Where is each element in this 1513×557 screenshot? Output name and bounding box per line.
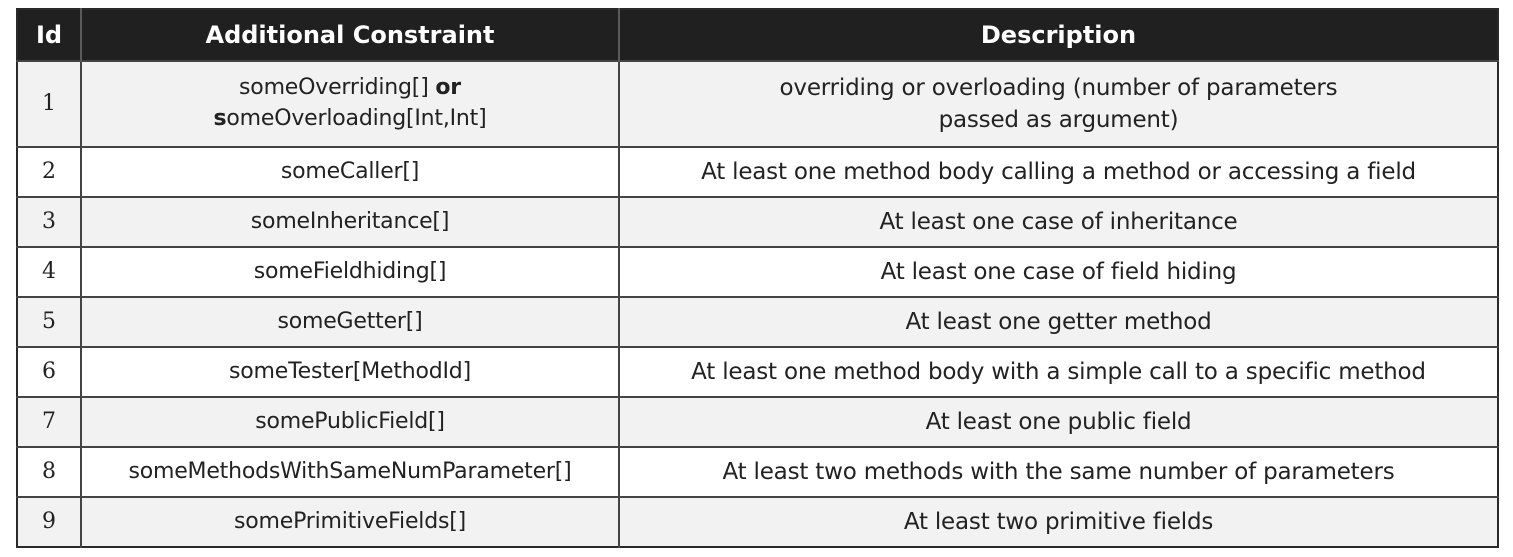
description-line2: passed as argument) [938,107,1179,133]
row-constraint: someInheritance[] [81,197,619,247]
constraint-or: or [435,75,461,101]
row-description: At least two primitive fields [619,497,1498,547]
row-description: At least one method body calling a method or accessing a field [619,147,1498,197]
row-id: 4 [17,247,81,297]
description-line1: overriding or overloading (number of parameters [779,74,1338,101]
row-description: At least one method body with a simple call to a specific method [619,347,1498,397]
row-id: 8 [17,447,81,497]
row-id: 6 [17,347,81,397]
table-row [17,397,1498,447]
header-description: Description [619,9,1498,61]
row-constraint: somePublicField[] [81,397,619,447]
table-row [17,447,1498,497]
row-description: At least one case of inheritance [619,197,1498,247]
table-row [17,61,1498,147]
table-body [17,61,1498,547]
row-constraint: someMethodsWithSameNumParameter[] [81,447,619,497]
row-description: At least one public field [619,397,1498,447]
row-constraint [81,61,619,147]
row-constraint: someFieldhiding[] [81,247,619,297]
row-description: At least two methods with the same number of parameters [619,447,1498,497]
row-id: 1 [17,61,81,147]
table-row [17,297,1498,347]
row-description: At least one case of field hiding [619,247,1498,297]
table-row [17,347,1498,397]
row-constraint: someTester[MethodId] [81,347,619,397]
row-constraint: someGetter[] [81,297,619,347]
row-description [619,61,1498,147]
header-constraint: Additional Constraint [81,9,619,61]
row-constraint: somePrimitiveFields[] [81,497,619,547]
row-id: 2 [17,147,81,197]
table-row [17,147,1498,197]
table-row [17,497,1498,547]
row-id: 9 [17,497,81,547]
constraint-s: s [213,106,227,131]
header-row [17,9,1498,61]
table-row [17,197,1498,247]
row-id: 5 [17,297,81,347]
constraints-table-container [16,8,1497,548]
constraint-part2: omeOverloading[Int,Int] [226,106,487,131]
constraints-table [16,8,1499,548]
table-header [17,9,1498,61]
table-row [17,247,1498,297]
row-id: 3 [17,197,81,247]
row-id: 7 [17,397,81,447]
constraint-part1: someOverriding[] [239,75,429,101]
header-id: Id [17,9,81,61]
row-description: At least one getter method [619,297,1498,347]
row-constraint: someCaller[] [81,147,619,197]
